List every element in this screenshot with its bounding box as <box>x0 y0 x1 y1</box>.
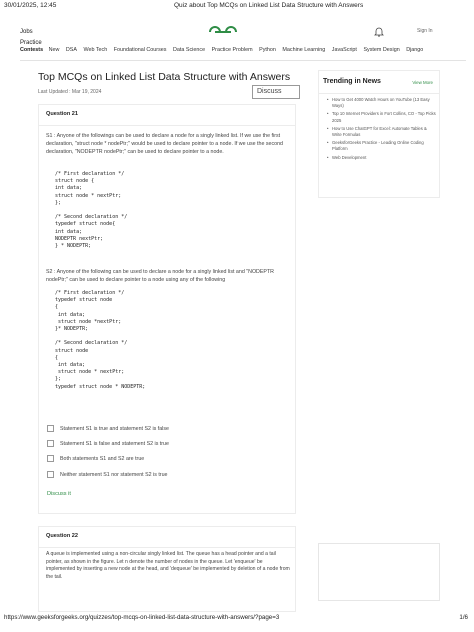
contests-label: Contests <box>20 47 44 53</box>
trending-item[interactable]: • Top 10 Internet Providers in Fort Collins, CO - Top Picks 2025 <box>327 111 437 123</box>
print-date: 30/01/2025, 12:45 <box>4 2 57 9</box>
trending-item[interactable]: • Web Development <box>327 155 437 161</box>
trending-divider <box>319 93 439 94</box>
question-figure <box>318 543 440 601</box>
nav-item-jobs[interactable]: Jobs <box>20 29 33 35</box>
print-footer <box>4 614 468 624</box>
answer-option-3[interactable] <box>47 455 144 464</box>
answer-option-1[interactable] <box>47 425 169 434</box>
nav-item-practice[interactable]: Practice <box>20 40 42 46</box>
question-card-2 <box>38 526 296 612</box>
option-label: Statement S1 is false and statement S2 is true <box>60 440 169 447</box>
print-header <box>4 2 470 14</box>
nav-web-tech[interactable]: Web Tech <box>83 47 108 53</box>
question-text: A queue is implemented using a non-circular singly linked list. The queue has a head pointer and a tail pointer, as shown in the figure. Let n denote the number of nodes in the queue. Let 'enqueue' be implemented by inserting a new node at the head, and 'dequeue' be implemented by deletion of a node from the tail. <box>46 551 290 580</box>
nav-system-design[interactable]: System Design <box>363 47 400 53</box>
trending-panel <box>318 70 440 198</box>
option-label: Statement S1 is true and statement S2 is false <box>60 425 169 432</box>
nav-new[interactable]: New <box>48 47 60 53</box>
answer-option-2[interactable] <box>47 440 169 449</box>
checkbox[interactable] <box>47 471 54 478</box>
last-updated: Last Updated : Mar 19, 2024 <box>38 89 102 95</box>
page-title: Top MCQs on Linked List Data Structure with Answers <box>38 71 291 83</box>
question-title: Question 21 <box>46 111 79 117</box>
nav-dsa[interactable]: DSA <box>65 47 77 53</box>
category-nav <box>20 47 470 57</box>
print-title: Quiz about Top MCQs on Linked List Data Structure with Answers <box>174 2 364 9</box>
trending-item[interactable]: • GeeksforGeeks Practice - Leading Online Coding Platform <box>327 140 437 152</box>
discuss-button[interactable]: Discuss <box>252 85 300 99</box>
nav-javascript[interactable]: JavaScript <box>331 47 357 53</box>
view-more-link[interactable]: View More <box>412 80 433 85</box>
answer-option-4[interactable] <box>47 471 167 480</box>
print-url: https://www.geeksforgeeks.org/quizzes/top-mcqs-on-linked-list-data-structure-with-answers/?page=3 <box>4 614 280 621</box>
question-statement-s1: S1 : Anyone of the followings can be used to declare a node for a singly linked list. If we use the first declaration, "struct node * nodePtr;" would be used to declare pointer to a node. If we use the second declaration, "NODEPTR nodePtr;" can be used to declare pointer to a node. <box>46 133 283 155</box>
trending-item[interactable]: • How to Use ChatGPT for Excel: Automate Tables & Write Formulas <box>327 126 437 138</box>
question-title: Question 22 <box>46 533 79 539</box>
question-statement-s2: S2 : Anyone of the following can be used to declare a node for a singly linked list and "NODEPTR nodePtr;" can be used to declare pointer to a node using any of the following <box>46 269 275 283</box>
question-divider <box>39 125 295 126</box>
code-block-1: /* First declaration */ struct node { int data; struct node * nextPtr; }; /* Second declaration */ typedef struct node{ int data; NODEPTR nextPtr; } * NODEPTR; <box>55 171 128 250</box>
notification-bell-icon[interactable] <box>374 26 384 40</box>
trending-item[interactable]: • How to Get 4000 Watch Hours on YouTube (13 Easy Ways) <box>327 97 437 109</box>
checkbox[interactable] <box>47 425 54 432</box>
trending-list <box>327 97 437 163</box>
code-block-2: /* First declaration */ typedef struct node { int data; struct node *nextPtr; }* NODEPTR; /* Second declaration */ struct node { int data; struct node * nextPtr; }; typedef struct node * NODEPTR; <box>55 290 146 390</box>
nav-left <box>20 27 42 49</box>
nav-foundational-courses[interactable]: Foundational Courses <box>113 47 167 53</box>
checkbox[interactable] <box>47 440 54 447</box>
discuss-it-link[interactable]: Discuss it <box>47 491 71 497</box>
option-label: Both statements S1 and S2 are true <box>60 455 145 462</box>
checkbox[interactable] <box>47 455 54 462</box>
question-divider <box>39 547 295 548</box>
nav-django[interactable]: Django <box>406 47 424 53</box>
question-card <box>38 104 296 514</box>
header-divider <box>20 60 466 61</box>
geeksforgeeks-logo-icon[interactable] <box>208 25 238 44</box>
nav-practice-problem[interactable]: Practice Problem <box>211 47 253 53</box>
trending-heading: Trending in News <box>323 78 381 85</box>
option-label: Neither statement S1 nor statement S2 is true <box>60 471 168 478</box>
print-page-number: 1/6 <box>459 614 468 621</box>
nav-machine-learning[interactable]: Machine Learning <box>282 47 326 53</box>
sign-in-link[interactable]: Sign In <box>417 28 433 34</box>
nav-python[interactable]: Python <box>259 47 276 53</box>
nav-data-science[interactable]: Data Science <box>173 47 206 53</box>
